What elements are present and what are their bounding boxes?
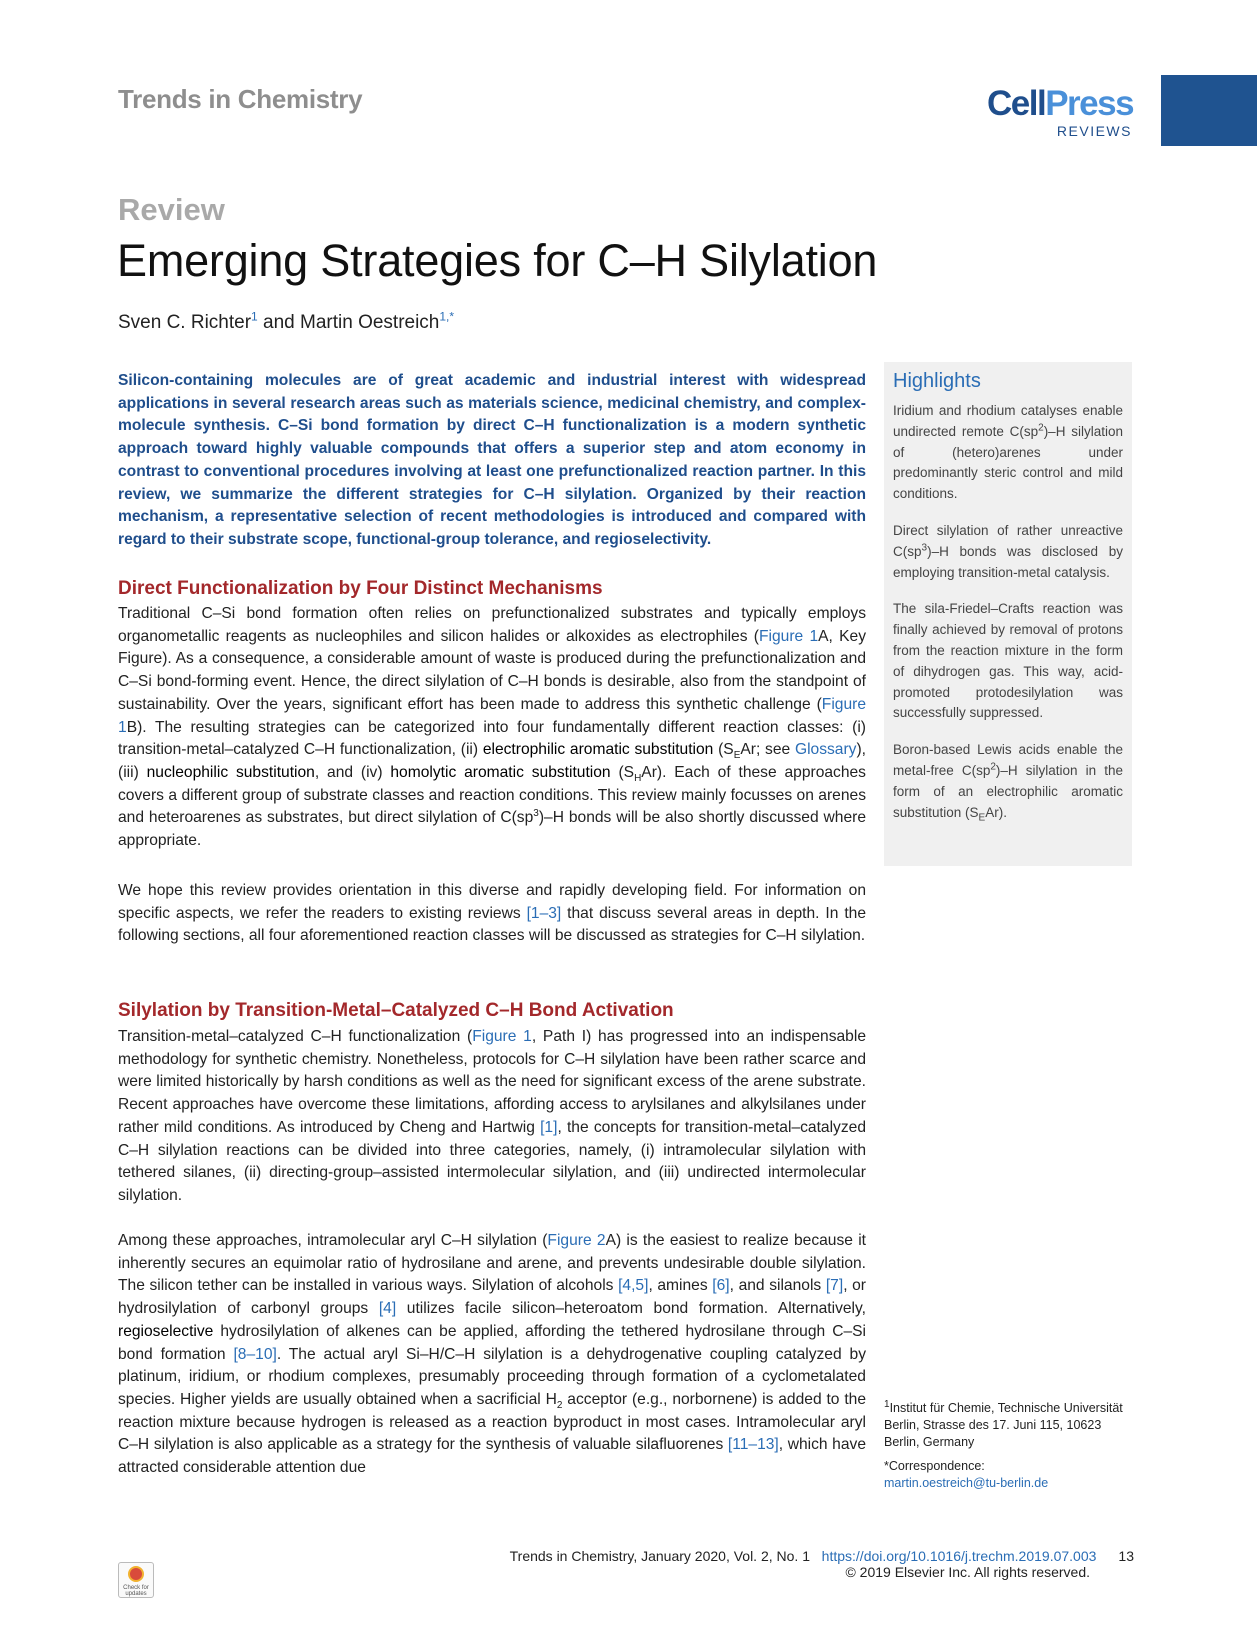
section-heading-mechanisms: Direct Functionalization by Four Distinct Mechanisms	[118, 578, 603, 599]
paragraph: Transition-metal–catalyzed C–H functionalization (Figure 1, Path I) has progressed into an indispensable methodology for synthetic chemistry. Nonetheless, protocols for C–H silylation have been rather scarce and were limited historically by harsh conditions as well as the need for significant excess of the arene substrate. Recent approaches have overcome these limitations, affording access to arylsilanes and alkylsilanes under rather mild conditions. As introduced by Cheng and Hartwig [1], the concepts for transition-metal–catalyzed C–H silylation reactions can be divided into three categories, namely, (i) intramolecular silylation with tethered silanes, (ii) directing-group–assisted intermolecular silylation, and (iii) undirected intermolecular silylation.	[118, 1028, 866, 1204]
correspondence	[884, 1458, 1134, 1492]
paragraph: Traditional C–Si bond formation often relies on prefunctionalized substrates and typically employs organometallic reagents as nucleophiles and silicon halides or alkoxides as electrophiles (Figure 1A, Key Figure). As a consequence, a considerable amount of waste is produced during the prefunctionalization and C–Si bond-forming event. Hence, the direct silylation of C–H bonds is desirable, also from the standpoint of sustainability. Over the years, significant effort has been made to address this synthetic challenge (Figure 1B). The resulting strategies can be categorized into four fundamentally different reaction classes: (i) transition-metal–catalyzed C–H functionalization, (ii) electrophilic aromatic substitution ($S_EAr$; see Glossary), (iii) nucleophilic substitution, and (iv) homolytic aromatic substitution $(S_HAr)$. Each of these approaches covers a different group of substrate classes and reaction conditions. This review mainly focusses on arenes and heteroarenes as substrates, but direct silylation of $C(sp^3)-H$ bonds will be also shortly discussed where appropriate.	[118, 605, 866, 850]
author-1-affil[interactable]: 1	[251, 309, 258, 324]
reference-link[interactable]: [11–13]	[727, 1436, 779, 1454]
reference-link[interactable]: [7]	[825, 1277, 844, 1295]
citation-text: Trends in Chemistry, January 2020, Vol. 2, No. 1	[509, 1548, 810, 1564]
author-and: and	[257, 312, 300, 333]
reference-link[interactable]: [8–10]	[233, 1345, 277, 1363]
check-updates-label: Check for updates	[123, 1585, 149, 1597]
logo-sub: REVIEWS	[1056, 123, 1132, 139]
glossary-link[interactable]: Glossary	[794, 741, 857, 759]
reference-link[interactable]: [1]	[540, 1118, 558, 1136]
author-2[interactable]: Martin Oestreich	[300, 312, 440, 333]
journal-name: Trends in Chemistry	[118, 84, 363, 114]
reference-link[interactable]: [1–3]	[526, 904, 562, 922]
authors	[118, 309, 455, 334]
glossary-term[interactable]: electrophilic aromatic substitution	[482, 741, 714, 759]
check-updates-icon	[128, 1566, 144, 1582]
doi-link[interactable]: https://doi.org/10.1016/j.trechm.2019.07.003	[821, 1548, 1097, 1564]
reference-link[interactable]: [4]	[378, 1300, 397, 1318]
article-title: Emerging Strategies for C–H Silylation	[117, 235, 878, 286]
copyright: © 2019 Elsevier Inc. All rights reserved.	[845, 1564, 1090, 1580]
correspondence-label: *Correspondence:	[884, 1459, 985, 1473]
paragraph: Among these approaches, intramolecular aryl C–H silylation (Figure 2A) is the easiest to realize because it inherently secures an equimolar ratio of hydrosilane and arene, and prevents undesirable double silylation. The silicon tether can be installed in various ways. Silylation of alcohols [4,5], amines [6], and silanols [7], or hydrosilylation of carbonyl groups [4] utilizes facile silicon–heteroatom bond formation. Alternatively, regioselective hydrosilylation of alkenes can be applied, affording the tethered hydrosilane through C–Si bond formation [8–10]. The actual aryl Si–H/C–H silylation is a dehydrogenative coupling catalyzed by platinum, iridium, or rhodium complexes, presumably proceeding through formation of a cyclometalated species. Higher yields are usually obtained when a sacrificial $H_2$ acceptor (e.g., norbornene) is added to the reaction mixture because hydrogen is released as a reaction byproduct in most cases. Intramolecular aryl C–H silylation is also applicable as a strategy for the synthesis of valuable silafluorenes [11–13], which have attracted considerable attention due	[118, 1232, 867, 1477]
footer-citation	[300, 1548, 1134, 1564]
author-2-affil[interactable]: 1,*	[439, 309, 455, 324]
highlights-box	[884, 362, 1132, 866]
glossary-term[interactable]: regioselective	[118, 1322, 214, 1340]
page-number: 13	[1118, 1548, 1134, 1564]
logo-cell: Cell	[987, 84, 1046, 123]
abstract: Silicon-containing molecules are of great academic and industrial interest with widespread applications in several research areas such as materials science, medicinal chemistry, and complex-molecule synthesis. C–Si bond formation by direct C–H functionalization is a modern synthetic approach toward highly valuable compounds that offers a superior step and atom economy in contrast to conventional procedures involving at least one prefunctionalized reaction partner. In this review, we summarize the different strategies for C–H silylation. Organized by their reaction mechanism, a representative selection of recent methodologies is introduced and compared with regard to their substrate scope, functional-group tolerance, and regioselectivity.	[118, 372, 866, 548]
reference-link[interactable]: [4,5]	[618, 1277, 649, 1295]
highlight-item: Direct silylation of rather unreactive $C(sp^3)-H$ bonds was disclosed by employing transition-metal catalysis.	[893, 522, 1123, 580]
glossary-term[interactable]: homolytic aromatic substitution	[390, 763, 611, 781]
figure-link[interactable]: Figure 1	[758, 627, 819, 645]
highlights-title: Highlights	[893, 370, 981, 392]
article-type: Review	[118, 192, 225, 227]
figure-link[interactable]: Figure 1	[472, 1028, 532, 1045]
affiliation: $^1$Institut für Chemie, Technische Universität Berlin, Strasse des 17. Juni 115, 10623 Berlin, Germany	[884, 1398, 1123, 1449]
glossary-term[interactable]: nucleophilic substitution	[146, 763, 315, 781]
correspondence-email[interactable]: martin.oestreich@tu-berlin.de	[884, 1476, 1049, 1490]
highlight-item: Iridium and rhodium catalyses enable undirected remote $C(sp^2)-H$ silylation of (hetero)arenes under predominantly steric control and mild conditions.	[893, 403, 1123, 502]
highlight-item: Boron-based Lewis acids enable the metal-free $C(sp^2)-H$ silylation in the form of an electrophilic aromatic substitution $(S_EAr)$.	[893, 742, 1123, 824]
brand-corner-block	[1161, 75, 1257, 146]
figure-link[interactable]: Figure 1	[118, 695, 866, 736]
cellpress-logo[interactable]	[987, 86, 1132, 146]
logo-press: Press	[1045, 84, 1134, 123]
paragraph: We hope this review provides orientation in this diverse and rapidly developing field. For information on specific aspects, we refer the readers to existing reviews [1–3] that discuss several areas in depth. In the following sections, all four aforementioned reaction classes will be discussed as strategies for C–H silylation.	[118, 882, 866, 945]
highlight-item: The sila-Friedel–Crafts reaction was finally achieved by removal of protons from the reaction mixture in the form of dihydrogen gas. This way, acid-promoted protodesilylation was successfully suppressed.	[893, 601, 1123, 721]
reference-link[interactable]: [6]	[712, 1277, 730, 1295]
section-heading-transition-metal: Silylation by Transition-Metal–Catalyzed C–H Bond Activation	[118, 1000, 674, 1021]
figure-link[interactable]: Figure 2	[547, 1232, 606, 1249]
author-1[interactable]: Sven C. Richter	[118, 312, 252, 333]
check-for-updates-badge[interactable]	[118, 1562, 154, 1598]
